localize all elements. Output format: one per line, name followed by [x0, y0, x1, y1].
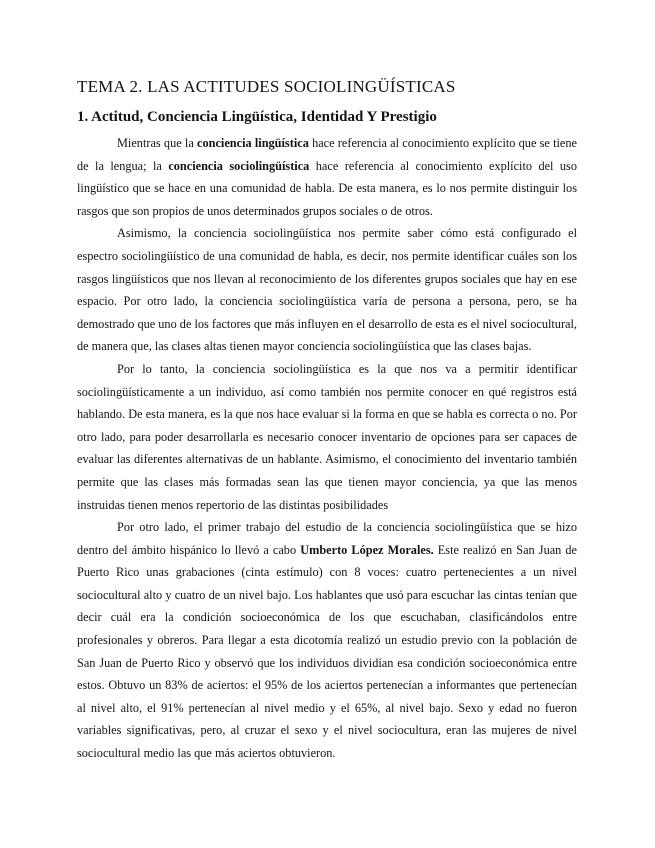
paragraph-1 [77, 132, 577, 222]
term-conciencia-sociolinguistica: conciencia sociolingüística [168, 158, 310, 173]
section-heading: 1. Actitud, Conciencia Lingüística, Identidad Y Prestigio [77, 109, 437, 125]
paragraph-4-text-a: Por otro lado, el primer trabajo del estudio de la conciencia sociolingüística que se hizo dentro del ámbito hispánico lo llevó a cabo [77, 520, 577, 557]
author-name: Umberto López Morales. [300, 542, 434, 557]
paragraph-4-text-b: Este realizó en San Juan de Puerto Rico unas grabaciones (cinta estímulo) con 8 voces: cuatro pertenecientes a un nivel sociocultural alto y cuatro de un nivel bajo. Los hablantes que usó para escuchar las cintas tenían que decir cuál era la condición socioeconómica de los que escuchaban, clasificándolos entre profesionales y obreros. Para llegar a esta dicotomía realizó un estudio previo con la población de San Juan de Puerto Rico y observó que los individuos dividían esa condición socioeconómica entre estos. Obtuvo un 83% de aciertos: el 95% de los aciertos pertenecían a informantes que pertenecían al nivel alto, el 91% pertenecían al nivel medio y el 65%, al nivel bajo. Sexo y edad no fueron variables significativas, pero, al cruzar el sexo y el nivel sociocultura, eran las mujeres de nivel sociocultural medio las que más aciertos obtuvieron. [77, 542, 578, 761]
paragraph-1-text-c: hace referencia al conocimiento explícito del uso lingüístico que se hace en una comunidad de habla. De esta manera, es lo nos permite distinguir los rasgos que son propios de unos determinados grupos sociales o de otros. [77, 158, 577, 218]
paragraph-3: Por lo tanto, la conciencia sociolingüística es la que nos va a permitir identificar sociolingüísticamente a un individuo, así como también nos permite conocer en qué registros está hablando. De esta manera, es la que nos hace evaluar si la forma en que se habla es correcta o no. Por otro lado, para poder desarrollarla es necesario conocer inventario de opciones para ser capaces de evaluar las diferentes alternativas de un hablante. Asimismo, el conocimiento del inventario también permite que las clases más formadas sean las que tienen mayor conciencia, ya que las menos instruidas tienen menos repertorio de las distintas posibilidades [77, 361, 577, 512]
paragraph-1-text-b: hace referencia al conocimiento explícito que se tiene de la lengua; la [77, 136, 577, 173]
paragraph-1-text-a: Mientras que la [117, 136, 197, 150]
paragraph-4 [77, 516, 577, 765]
paragraph-2: Asimismo, la conciencia sociolingüística nos permite saber cómo está configurado el espectro sociolingüístico de una comunidad de habla, es decir, nos permite identificar cuáles son los rasgos lingüísticos que nos llevan al reconocimiento de los diferentes grupos sociales que hay en ese espacio. Por otro lado, la conciencia sociolingüística varía de persona a persona, pero, se ha demostrado que uno de los factores que más influyen en el desarrollo de esta es el nivel sociocultural, de manera que, las clases altas tienen mayor conciencia sociolingüística que las clases bajas. [77, 226, 577, 354]
term-conciencia-linguistica: conciencia lingüística [197, 136, 309, 150]
document-title: TEMA 2. LAS ACTITUDES SOCIOLINGÜÍSTICAS [77, 77, 456, 96]
